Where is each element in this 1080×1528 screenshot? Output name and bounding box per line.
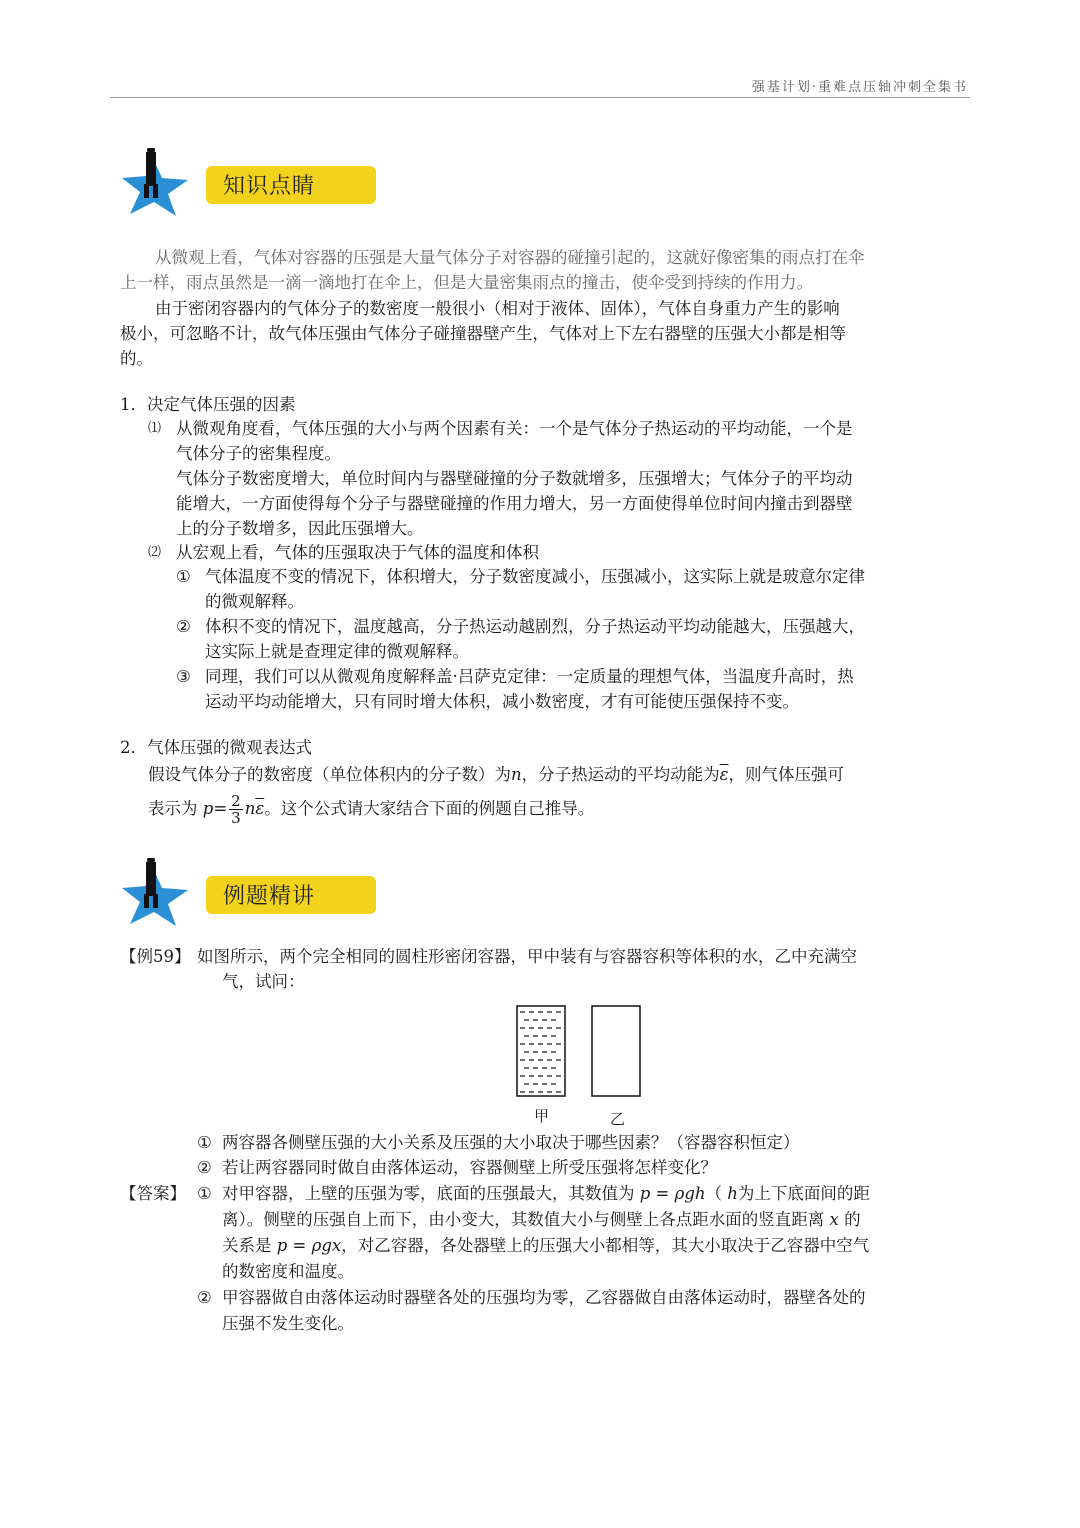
answer-tag: 【答案】 — [120, 1184, 186, 1203]
item2-line2 — [148, 792, 594, 826]
item2-line2-text-a: 表示为 — [148, 799, 198, 818]
example-tag: 【例59】 — [120, 947, 191, 966]
item1-1-line3: 气体分子数密度增大，单位时间内与器壁碰撞的分子数就增多，压强增大；气体分子的平均动 — [176, 469, 853, 488]
item1-title: 1．决定气体压强的因素 — [120, 395, 296, 414]
banner-label: 例题精讲 — [223, 884, 316, 909]
header-title: 强基计划·重难点压轴冲刺全集书 — [751, 80, 968, 95]
q2-text: 若让两容器同时做自由落体运动，容器侧壁上所受压强将怎样变化？ — [222, 1158, 717, 1177]
sub2-marker: ② — [176, 617, 191, 636]
a1-marker: ① — [197, 1184, 212, 1203]
a1-line1-text-b: （ — [705, 1184, 723, 1203]
var-h: h — [727, 1184, 738, 1203]
sub3-line2: 运动平均动能增大，只有同时增大体积，减小数密度，才有可能使压强保持不变。 — [205, 692, 799, 711]
item1-1-line1: 从微观角度看，气体压强的大小与两个因素有关：一个是气体分子热运动的平均动能，一个是 — [176, 419, 853, 438]
item1-2-marker: ⑵ — [148, 545, 162, 560]
fraction-two-thirds — [229, 793, 243, 826]
section-banner-knowledge — [118, 148, 378, 218]
intro2-line1: 由于密闭容器内的气体分子的数密度一般很小（相对于液体、固体），气体自身重力产生的影响 — [155, 299, 840, 318]
a1-line1-text-c: 为上下底面间的距 — [737, 1184, 870, 1203]
a1-line1 — [222, 1181, 870, 1206]
star-person-icon — [118, 148, 228, 218]
formula-equals: = — [213, 799, 228, 818]
containers-figure — [510, 998, 650, 1128]
a2-marker: ② — [197, 1288, 212, 1307]
item1-1-marker: ⑴ — [148, 421, 162, 436]
a2-line1: 甲容器做自由落体运动时器壁各处的压强均为零，乙容器做自由落体运动时，器壁各处的 — [222, 1288, 866, 1307]
header-divider — [110, 97, 970, 98]
banner-label: 知识点睛 — [223, 174, 316, 199]
pressure-formula — [202, 792, 265, 827]
formula-epsilon-bar: $\overline{\varepsilon}$ — [255, 799, 265, 818]
item2-line1-text-c: ，则气体压强可 — [728, 765, 844, 784]
sub3-marker: ③ — [176, 667, 191, 686]
var-epsilon-bar: $\overline{\varepsilon}$ — [719, 765, 729, 784]
formula-p-rho-g-x: p = ρgx — [276, 1236, 342, 1255]
item1-1-line5: 上的分子数增多，因此压强增大。 — [176, 519, 424, 538]
a2-line2: 压强不发生变化。 — [222, 1314, 354, 1333]
section-banner-examples — [118, 858, 378, 928]
item1-1-line4: 能增大，一方面使得每个分子与器壁碰撞的作用力增大，另一方面使得单位时间内撞击到器壁 — [176, 494, 853, 513]
item2-line1-text-a: 假设气体分子的数密度（单位体积内的分子数）为 — [148, 765, 511, 784]
a1-line3-text-b: ，对乙容器，各处器壁上的压强大小都相等，其大小取决于乙容器中空气 — [341, 1236, 870, 1255]
var-x: x — [829, 1210, 839, 1229]
a1-line3-text-a: 关系是 — [222, 1236, 272, 1255]
fraction-numerator: 2 — [231, 792, 241, 810]
sub1-line2: 的微观解释。 — [205, 592, 304, 611]
example-line2: 气，试问： — [222, 972, 305, 991]
example-line1: 如图所示，两个完全相同的圆柱形密闭容器，甲中装有与容器容积等体积的水，乙中充满空 — [197, 947, 857, 966]
sub2-line2: 这实际上就是查理定律的微观解释。 — [205, 642, 469, 661]
a1-line2-text-a: 离）。侧壁的压强自上而下，由小变大，其数值大小与侧壁上各点距水面的竖直距离 — [222, 1210, 825, 1229]
figure-label-yi: 乙 — [610, 1110, 626, 1128]
intro2-line3: 的。 — [120, 349, 153, 368]
sub3-line1: 同理，我们可以从微观角度解释盖·吕萨克定律：一定质量的理想气体，当温度升高时，热 — [205, 667, 854, 686]
container-jia — [517, 1006, 565, 1096]
item1-1-line2: 气体分子的密集程度。 — [176, 444, 341, 463]
item2-title: 2．气体压强的微观表达式 — [120, 738, 312, 757]
q1-marker: ① — [197, 1133, 212, 1152]
formula-p: p — [202, 799, 214, 818]
a1-line2-text-b: 的 — [844, 1210, 861, 1229]
fraction-denominator: 3 — [231, 809, 241, 827]
a1-line2 — [222, 1207, 861, 1232]
item2-line2-text-b: 。这个公式请大家结合下面的例题自己推导。 — [264, 799, 595, 818]
intro1-line2: 上一样，雨点虽然是一滴一滴地打在伞上，但是大量密集雨点的撞击，使伞受到持续的作用力。 — [120, 273, 813, 292]
star-person-icon — [118, 858, 228, 928]
intro2-line2: 极小，可忽略不计，故气体压强由气体分子碰撞器壁产生，气体对上下左右器壁的压强大小都是相等 — [120, 324, 846, 343]
item2-line1-text-b: ，分子热运动的平均动能为 — [521, 765, 720, 784]
figure-label-jia: 甲 — [534, 1107, 550, 1125]
a1-line3 — [222, 1233, 869, 1258]
var-n: n — [511, 765, 522, 784]
sub1-marker: ① — [176, 567, 191, 586]
formula-p-rho-g-h: p = ρgh — [639, 1184, 706, 1203]
item1-2-line1: 从宏观上看，气体的压强取决于气体的温度和体积 — [176, 543, 539, 562]
container-yi — [592, 1006, 640, 1096]
a1-line4: 的数密度和温度。 — [222, 1262, 354, 1281]
sub1-line1: 气体温度不变的情况下，体积增大，分子数密度减小，压强减小，这实际上就是玻意尔定律 — [205, 567, 865, 586]
q2-marker: ② — [197, 1158, 212, 1177]
formula-n: n — [244, 799, 256, 818]
sub2-line1: 体积不变的情况下，温度越高，分子热运动越剧烈，分子热运动平均动能越大，压强越大， — [205, 617, 865, 636]
intro1-line1: 从微观上看，气体对容器的压强是大量气体分子对容器的碰撞引起的，这就好像密集的雨点打在伞 — [155, 248, 865, 267]
a1-line1-text-a: 对甲容器，上壁的压强为零，底面的压强最大，其数值为 — [222, 1184, 635, 1203]
q1-text: 两容器各侧壁压强的大小关系及压强的大小取决于哪些因素？（容器容积恒定） — [222, 1133, 800, 1152]
item2-line1 — [148, 762, 844, 787]
